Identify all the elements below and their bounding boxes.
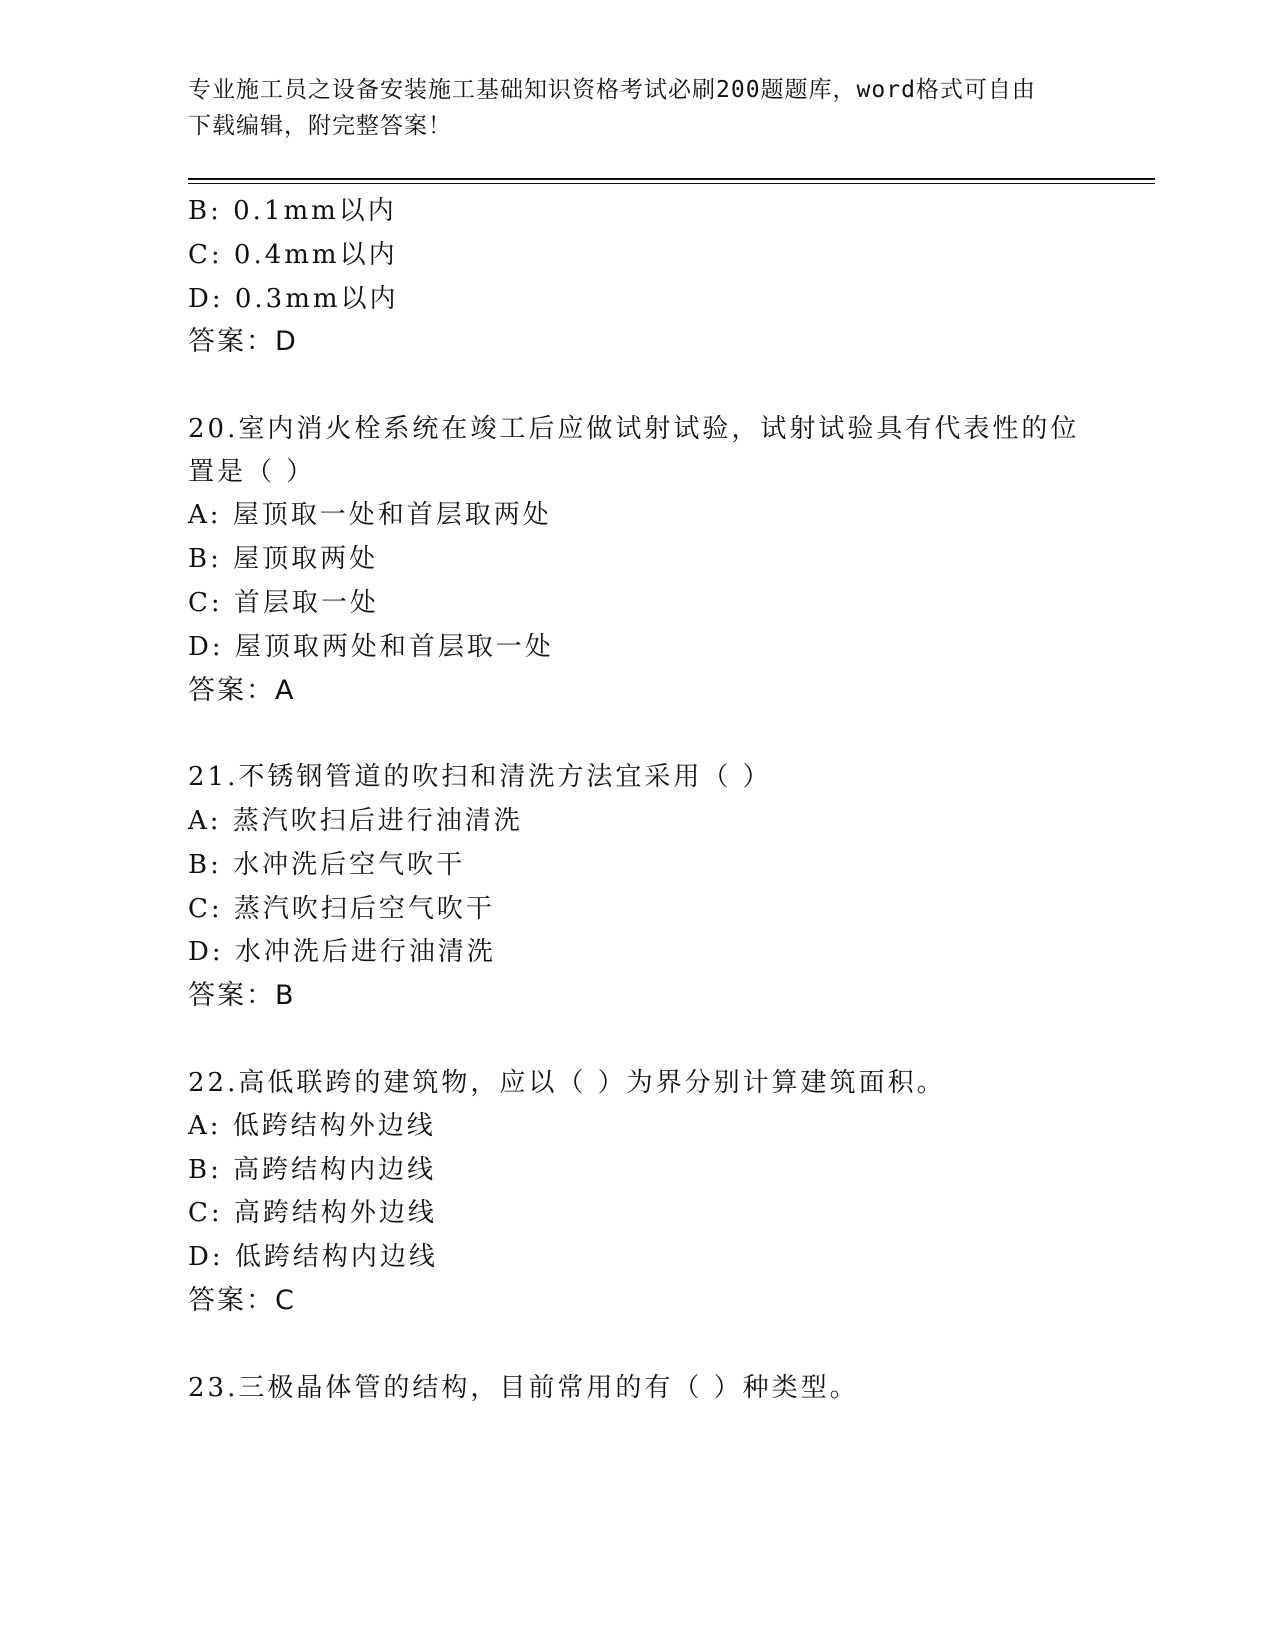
q20-option-a: A: 屋顶取一处和首层取两处 [188, 500, 552, 530]
q21-option-b: B: 水冲洗后空气吹干 [188, 850, 466, 880]
q22-option-d: D: 低跨结构内边线 [188, 1242, 438, 1272]
header-title-line1: 专业施工员之设备安装施工基础知识资格考试必刷200题题库，word格式可自由 [188, 77, 1036, 103]
q22-option-a: A: 低跨结构外边线 [188, 1111, 436, 1141]
q22-answer: 答案：C [188, 1285, 296, 1316]
q20-stem-line1: 20.室内消火栓系统在竣工后应做试射试验，试射试验具有代表性的位 [188, 414, 1080, 444]
q19-option-d: D: 0.3mm以内 [188, 284, 399, 314]
q23-stem: 23.三极晶体管的结构，目前常用的有（ ）种类型。 [188, 1373, 859, 1403]
q20-stem-line2: 置是（ ） [188, 457, 316, 487]
document-header [188, 72, 1088, 144]
q20-answer: 答案：A [188, 675, 296, 706]
header-title-line2: 下载编辑，附完整答案！ [188, 113, 452, 139]
q21-option-c: C: 蒸汽吹扫后空气吹干 [188, 894, 495, 924]
q22-stem: 22.高低联跨的建筑物，应以（ ）为界分别计算建筑面积。 [188, 1068, 946, 1098]
q21-stem: 21.不锈钢管道的吹扫和清洗方法宜采用（ ） [188, 762, 772, 792]
q19-option-b: B: 0.1mm以内 [188, 196, 397, 226]
q20-option-c: C: 首层取一处 [188, 588, 379, 618]
q20-option-d: D: 屋顶取两处和首层取一处 [188, 632, 554, 662]
q19-option-c: C: 0.4mm以内 [188, 240, 398, 270]
header-divider-thick [188, 178, 1155, 180]
q21-option-a: A: 蒸汽吹扫后进行油清洗 [188, 806, 523, 836]
q22-option-c: C: 高跨结构外边线 [188, 1198, 437, 1228]
q20-option-b: B: 屋顶取两处 [188, 544, 379, 574]
header-divider-thin [188, 183, 1155, 184]
q21-option-d: D: 水冲洗后进行油清洗 [188, 937, 496, 967]
q22-option-b: B: 高跨结构内边线 [188, 1155, 437, 1185]
q21-answer: 答案：B [188, 980, 296, 1011]
q19-answer: 答案：D [188, 326, 298, 357]
